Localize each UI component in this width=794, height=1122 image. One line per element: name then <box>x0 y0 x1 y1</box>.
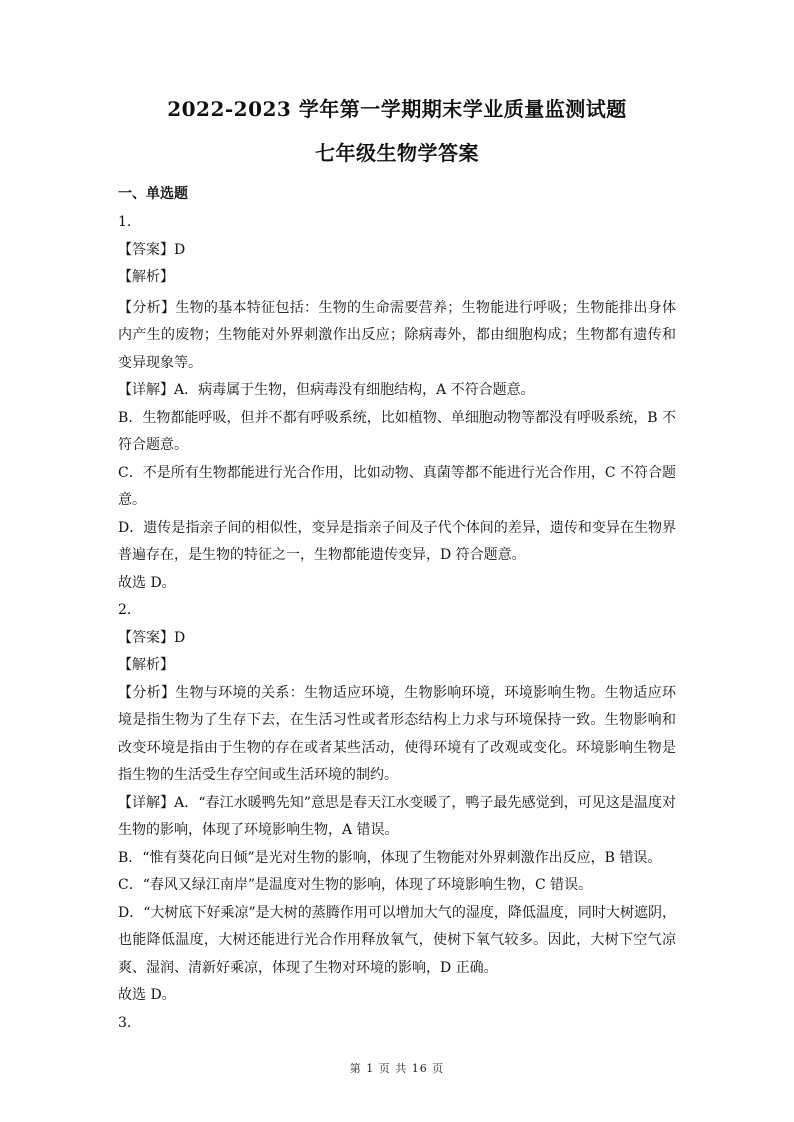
conclusion-line: 故选 D。 <box>118 987 176 1003</box>
question-number: 3. <box>118 1014 132 1031</box>
question-2 <box>118 597 676 1010</box>
question-number: 2. <box>118 602 132 618</box>
conclusion-line: 故选 D。 <box>118 574 176 591</box>
detail-item: 【详解】A．病毒属于生物，但病毒没有细胞结构，A 不符合题意。 <box>118 382 535 398</box>
detail-item: C．不是所有生物都能进行光合作用，比如动物、真菌等都不能进行光合作用，C 不符合题意。 <box>118 464 676 508</box>
question-3 <box>118 1010 676 1038</box>
analysis-label: 【解析】 <box>118 269 174 285</box>
answer-line: 【答案】D <box>118 629 186 646</box>
section-title: 一、单选题 <box>118 186 188 202</box>
document-title: 2022-2023 学年第一学期期末学业质量监测试题 <box>167 97 627 121</box>
question-1 <box>118 212 676 597</box>
answer-line: 【答案】D <box>118 241 186 258</box>
detail-item: B．生物都能呼吸，但并不都有呼吸系统，比如植物、单细胞动物等都没有呼吸系统，B 不符合题意。 <box>118 409 676 453</box>
analysis-paragraph: 【分析】生物与环境的关系：生物适应环境，生物影响环境，环境影响生物。生物适应环境是指生物为了生存下去，在生活习性或者形态结构上力求与环境保持一致。生物影响和改变环境是指由于生物的存在或者某些活动，使得环境有了改观或变化。环境影响生物是指生物的生活受生存空间或生活环境的制约。 <box>118 684 676 783</box>
detail-item: 【详解】A．“春江水暖鸭先知”意思是春天江水变暖了，鸭子最先感觉到，可见这是温度对生物的影响，体现了环境影响生物，A 错误。 <box>118 794 676 838</box>
document-subtitle: 七年级生物学答案 <box>315 141 479 165</box>
detail-item: C．“春风又绿江南岸”是温度对生物的影响，体现了环境影响生物，C 错误。 <box>118 877 593 893</box>
analysis-label: 【解析】 <box>118 657 174 673</box>
analysis-paragraph: 【分析】生物的基本特征包括：生物的生命需要营养；生物能进行呼吸；生物能排出身体内产生的废物；生物能对外界刺激作出反应；除病毒外，都由细胞构成；生物都有遗传和变异现象等。 <box>118 299 676 371</box>
question-number: 1. <box>118 214 132 230</box>
detail-item: D．“大树底下好乘凉”是大树的蒸腾作用可以增加大气的湿度，降低温度，同时大树遮阴，也能降低温度，大树还能进行光合作用释放氧气，使树下氧气较多。因此，大树下空气凉爽、湿润、清新好乘凉，体现了生物对环境的影响，D 正确。 <box>118 904 676 976</box>
page-footer: 第 1 页 共 16 页 <box>349 1062 445 1075</box>
detail-item: D．遗传是指亲子间的相似性，变异是指亲子间及子代个体间的差异，遗传和变异在生物界普遍存在，是生物的特征之一，生物都能遗传变异，D 符合题意。 <box>118 519 676 563</box>
detail-item: B．“惟有葵花向日倾”是光对生物的影响，体现了生物能对外界刺激作出反应，B 错误。 <box>118 849 662 866</box>
